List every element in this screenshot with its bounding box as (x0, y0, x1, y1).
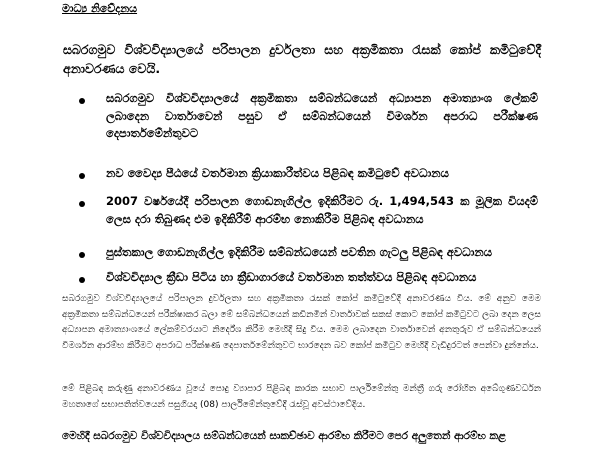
body-paragraph-bold: මෙහිදී සබරගමුව විශ්වවිද්‍යාලය සම්බන්ධයෙන් සාකච්ඡාව ආරම්භ කිරීමට පෙර අලුතෙන් ආරම්භ කළ (62, 430, 507, 442)
body-paragraph: සබරගමුව විශ්වවිද්‍යාලයේ පරිපාලන දුර්වලතා සහ අක්‍රමිකතා රැසක් කෝප් කමිටුවේදී අනාවරණය විය. මේ අනුව මෙම අක්‍රමිකතා සම්බන්ධයෙන් පරීක්ෂාකර බලා මේ සම්බන්ධයෙන් කඩිනමින් වාර්තාවක් සකස් කොට කෝප් කමිටුවට ලබා දෙන ලෙස අධ්‍යාපන අමාත්‍යාංශයේ ලේකම්වරයාට නිර්දේශ කිරීම මෙහිදී සිදු විය. මෙම ලබාදෙන වාර්තාවෙන් අනතුරුව ඒ සම්බන්ධයෙන් විමර්ශන ආරම්භ කිරීමට අපරාධ පරීක්ෂණ දෙපාර්තමේන්තුවට භාරදෙන බව කෝප් කමිටුව මෙහිදී වැඩිදුරටත් පෙන්වා දුන්නේය. (62, 294, 541, 351)
bullet-dot-icon (79, 173, 85, 179)
bullet-item: සබරගමුව විශ්වවිද්‍යාලයේ අක්‍රමිකතා සම්බන්ධයෙන් අධ්‍යාපන අමාත්‍යාංශ ලේකම් ලබාදෙන වාර්තාවෙන් පසුව ඒ සම්බන්ධයෙන් විමර්ශන අපරාධ පරීක්ෂණ දෙපාර්තමේන්තුවට (106, 91, 538, 140)
bullet-item: නව වෛද්‍ය පීඨයේ වර්තමාන ක්‍රියාකාරීත්වය පිළිබඳ කමිටුවේ අවධානය (106, 166, 449, 180)
bullet-dot-icon (79, 98, 85, 104)
document-heading: මාධ්‍ය නිවේදනය (62, 2, 138, 15)
body-paragraph: මේ පිළිබඳ කරුණු අනාවරණය වූයේ පොදු ව්‍යාපාර පිළිබඳ කාරක සභාව පාර්ලිමේන්තු මන්ත්‍රී ගරු රෝහිත අබේගුණවර්ධන මහතාගේ සභාපතිත්වයෙන් පසුගියදා (08) පාර්ලිමේන්තුවේදී රැස්වූ අවස්ථාවේදිය. (62, 384, 541, 410)
bullet-dot-icon (79, 277, 85, 283)
bullet-dot-icon (79, 201, 85, 207)
bullet-item: 2007 වර්ෂයේදී පරිපාලන ගොඩනැගිල්ල ඉදිකිරීමට රු. 1,494,543 ක මූලික වියදම් ලෙස දරා තිබුණද එම ඉදිකිරීම් ආරම්භ නොකිරීම පිළිබඳ අවධානය (106, 194, 538, 226)
bullet-item: විශ්වවිද්‍යාල ක්‍රීඩා පිටිය හා ක්‍රීඩාගාරයේ වර්තමාන තත්ත්වය පිළිබඳ අවධානය (106, 270, 477, 284)
intro-paragraph: සබරගමුව විශ්වවිද්‍යාලයේ පරිපාලන දුර්වලතා සහ අක්‍රමිකතා රැසක් කෝප් කමිටුවේදී අනාවරණය වෙයි. (63, 42, 541, 76)
bullet-item: පුස්තකාල ගොඩනැගිල්ල ඉදිකිරීම සම්බන්ධයෙන් පවතින ගැටලු පිළිබඳ අවධානය (106, 245, 493, 259)
bullet-dot-icon (79, 252, 85, 258)
